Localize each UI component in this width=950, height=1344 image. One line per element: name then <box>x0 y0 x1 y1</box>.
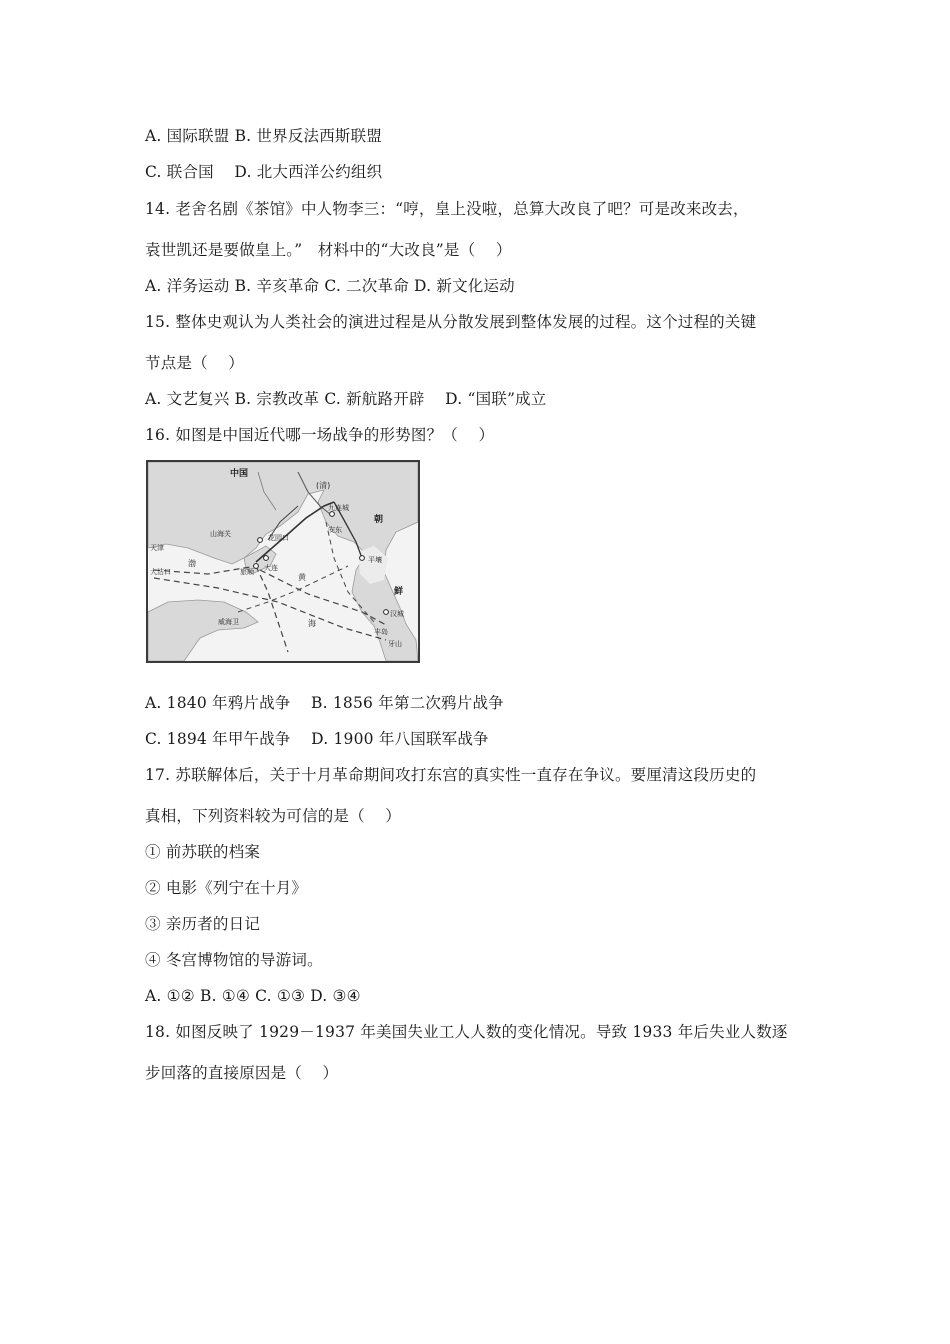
q16-stem: 16. 如图是中国近代哪一场战争的形势图？（ ） <box>145 426 495 444</box>
label-weihaiwei: 威海卫 <box>218 618 239 626</box>
q17-item: ③ 亲历者的日记 <box>145 915 261 933</box>
q13-options-line2: C. 联合国 D. 北大西洋公约组织 <box>145 163 383 181</box>
war-situation-map <box>146 460 420 663</box>
q15-options: A. 文艺复兴 B. 宗教改革 C. 新航路开辟 D. “国联”成立 <box>145 390 547 408</box>
label-fengdao: 丰岛 <box>374 628 388 636</box>
q16-options-line1: A. 1840 年鸦片战争 B. 1856 年第二次鸦片战争 <box>145 694 504 712</box>
q17-item: ④ 冬宫博物馆的导游词。 <box>145 951 323 969</box>
label-andong: 安东 <box>328 526 342 534</box>
q14-stem-line1: 14. 老舍名剧《茶馆》中人物李三：“哼，皇上没啦，总算大改良了吧？可是改来改去， <box>145 200 749 218</box>
city-huayuankou <box>258 538 263 543</box>
label-huayuankou: 花园口 <box>268 534 289 542</box>
q16-options-line2: C. 1894 年甲午战争 D. 1900 年八国联军战争 <box>145 730 489 748</box>
q17-item: ② 电影《列宁在十月》 <box>145 879 308 897</box>
q18-stem-line2: 步回落的直接原因是（ ） <box>145 1064 339 1082</box>
q15-stem-line2: 节点是（ ） <box>145 354 245 372</box>
label-bohai: 渤 <box>188 559 196 568</box>
q18-stem-line1: 18. 如图反映了 1929－1937 年美国失业工人人数的变化情况。导致 1933 年后失业人数逐 <box>145 1023 788 1041</box>
label-jiuliancheng: 九连城 <box>328 504 349 512</box>
label-pingrang: 平壤 <box>368 556 382 564</box>
label-lushun: 旅顺 <box>240 568 254 576</box>
city-jiuliancheng <box>330 512 335 517</box>
label-shanhaiguan: 山海关 <box>210 530 231 538</box>
label-huanghai: 黄 <box>298 573 306 582</box>
map-drawing <box>148 462 418 661</box>
label-dalian: 大连 <box>264 564 278 572</box>
city-dalian <box>264 556 269 561</box>
q14-stem-line2: 袁世凯还是要做皇上。” 材料中的“大改良”是（ ） <box>145 241 512 259</box>
q15-stem-line1: 15. 整体史观认为人类社会的演进过程是从分散发展到整体发展的过程。这个过程的关键 <box>145 313 757 331</box>
q17-options: A. ①② B. ①④ C. ①③ D. ③④ <box>145 987 361 1005</box>
city-pingrang <box>360 556 365 561</box>
label-korea-top: 朝 <box>374 515 384 525</box>
label-qing: (清) <box>316 481 331 490</box>
q13-options-line1: A. 国际联盟 B. 世界反法西斯联盟 <box>145 127 383 145</box>
q17-item: ① 前苏联的档案 <box>145 843 261 861</box>
city-lushun <box>254 564 259 569</box>
q17-stem-line1: 17. 苏联解体后，关于十月革命期间攻打东宫的真实性一直存在争议。要厘清这段历史的 <box>145 766 757 784</box>
label-korea-bottom: 鲜 <box>394 587 404 597</box>
label-hancheng: 汉城 <box>390 610 404 618</box>
label-hai: 海 <box>308 619 316 628</box>
city-hancheng <box>384 610 389 615</box>
label-dagukou: 大沽口 <box>150 568 171 576</box>
label-yashan: 牙山 <box>388 640 402 648</box>
label-china: 中国 <box>230 469 249 479</box>
q17-stem-line2: 真相，下列资料较为可信的是（ ） <box>145 807 402 825</box>
q14-options: A. 洋务运动 B. 辛亥革命 C. 二次革命 D. 新文化运动 <box>145 277 515 295</box>
label-tianjin: 天津 <box>150 544 164 552</box>
